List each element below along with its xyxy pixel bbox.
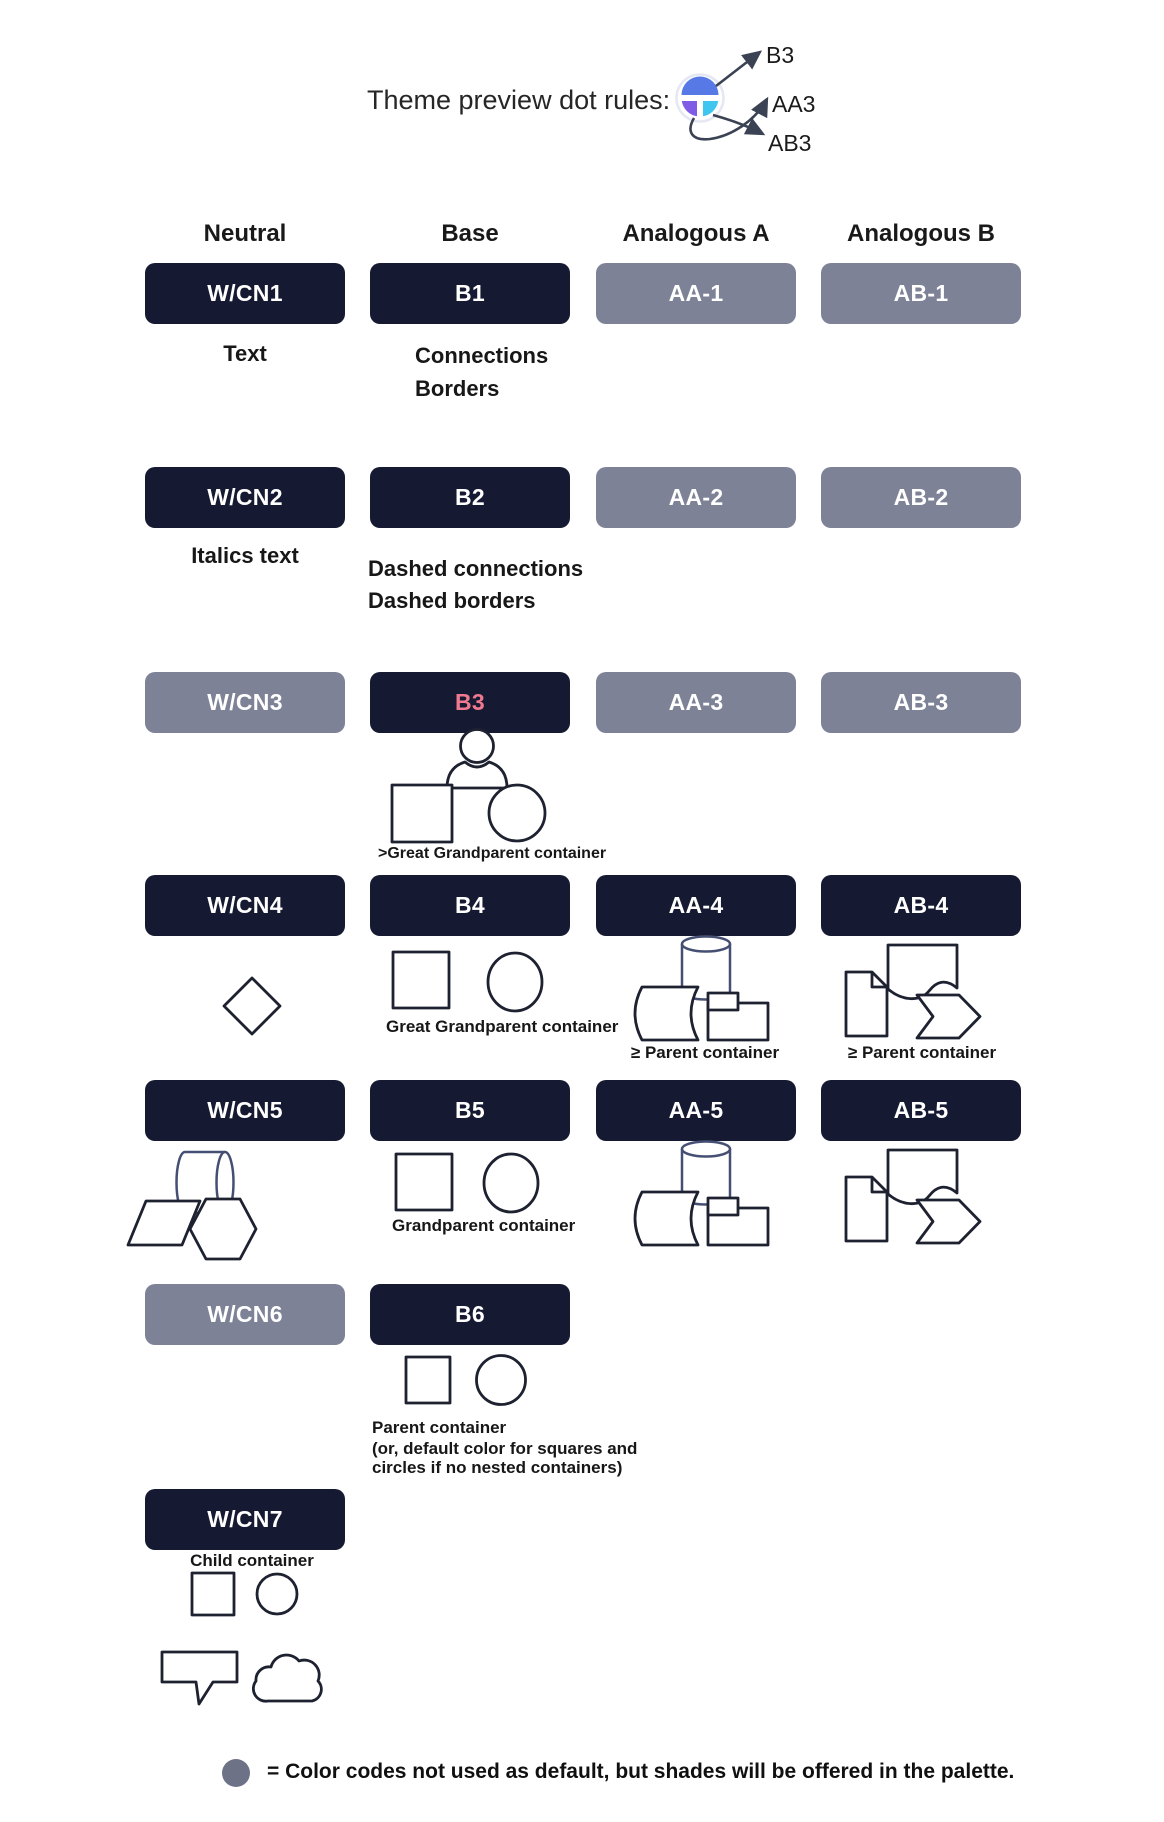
wavy-document-shape (888, 1150, 957, 1204)
dot-label-aa3: AA3 (772, 91, 816, 117)
circle-shape (489, 785, 545, 841)
circle-shape (257, 1574, 297, 1614)
column-header-analogous-a: Analogous A (622, 220, 770, 247)
stored-data-shape (635, 1192, 698, 1245)
square-shape (192, 1573, 234, 1615)
document-shape (846, 1177, 887, 1241)
aa5-shape-group (628, 1135, 778, 1250)
dot-label-b3: B3 (766, 42, 795, 68)
chevron-shape (917, 1200, 980, 1243)
cylinder-top (682, 1142, 730, 1157)
swatch-b4: B4 (370, 875, 570, 936)
cloud-shape (253, 1655, 321, 1701)
dot-label-ab3: AB3 (768, 130, 812, 156)
folder-shape-tab (708, 993, 738, 1010)
ab4-shape-group (838, 928, 988, 1043)
hexagon-shape (190, 1199, 256, 1259)
column-header-neutral: Neutral (203, 220, 287, 247)
swatch-ab1: AB-1 (821, 263, 1021, 324)
swatch-wcn6: W/CN6 (145, 1284, 345, 1345)
caption-wcn2: Italics text (191, 543, 299, 568)
circle-shape (484, 1154, 538, 1212)
column-header-analogous-b: Analogous B (847, 220, 995, 247)
wcn7-speech-cloud-group (150, 1640, 340, 1715)
diamond-shape (224, 978, 280, 1034)
legend-dot-icon (222, 1759, 250, 1787)
person-head (461, 730, 494, 763)
caption-b5: Grandparent container (392, 1216, 576, 1235)
circle-shape (477, 1356, 526, 1405)
swatch-wcn4: W/CN4 (145, 875, 345, 936)
swatch-ab2: AB-2 (821, 467, 1021, 528)
square-shape (392, 785, 452, 842)
speech-bubble-shape (162, 1652, 237, 1704)
stored-data-shape (635, 987, 698, 1040)
caption-b1-line2: Borders (415, 376, 500, 401)
person-icon (447, 762, 507, 788)
wcn4-shape-group (221, 975, 283, 1037)
swatch-wcn2: W/CN2 (145, 467, 345, 528)
wcn5-shape-group (122, 1140, 267, 1265)
b4-shape-group (390, 946, 555, 1026)
square-shape (406, 1357, 450, 1403)
swatch-ab3: AB-3 (821, 672, 1021, 733)
swatch-wcn1: W/CN1 (145, 263, 345, 324)
swatch-b3: B3 (370, 672, 570, 733)
legend-text: = Color codes not used as default, but shades will be offered in the palette. (267, 1760, 1015, 1783)
caption-b1-line1: Connections (415, 343, 549, 368)
swatch-ab4: AB-4 (821, 875, 1021, 936)
arrow-to-ab3 (713, 115, 763, 134)
swatch-wcn5: W/CN5 (145, 1080, 345, 1141)
swatch-aa2: AA-2 (596, 467, 796, 528)
swatch-ab5: AB-5 (821, 1080, 1021, 1141)
caption-b6-line2: (or, default color for squares and (372, 1439, 638, 1458)
caption-b2-line1: Dashed connections (368, 556, 584, 581)
swatch-wcn3: W/CN3 (145, 672, 345, 733)
document-shape (846, 972, 887, 1036)
parallelogram-shape (128, 1201, 200, 1245)
column-header-base: Base (441, 220, 499, 247)
swatch-b5: B5 (370, 1080, 570, 1141)
chevron-shape (917, 995, 980, 1038)
wavy-document-shape (888, 945, 957, 999)
swatch-aa5: AA-5 (596, 1080, 796, 1141)
aa4-shape-group (628, 930, 778, 1045)
square-shape (393, 952, 449, 1008)
cylinder-top (682, 937, 730, 952)
caption-wcn1: Text (223, 341, 267, 366)
swatch-aa3: AA-3 (596, 672, 796, 733)
swatch-b1: B1 (370, 263, 570, 324)
b6-shape-group (398, 1352, 533, 1410)
swatch-aa4: AA-4 (596, 875, 796, 936)
arrow-to-b3 (716, 52, 760, 86)
swatch-aa1: AA-1 (596, 263, 796, 324)
caption-aa4: ≥ Parent container (630, 1043, 780, 1062)
wcn7-square-circle-group (186, 1566, 301, 1618)
swatch-b6: B6 (370, 1284, 570, 1345)
b3-shape-group (385, 722, 550, 847)
caption-b2-line2: Dashed borders (368, 588, 536, 613)
caption-wcn7: Child container (190, 1551, 314, 1570)
circle-shape (488, 953, 542, 1011)
caption-ab4: ≥ Parent container (847, 1043, 997, 1062)
caption-b6-line3: circles if no nested containers) (372, 1458, 623, 1477)
swatch-b2: B2 (370, 467, 570, 528)
caption-b3: >Great Grandparent container (378, 845, 607, 862)
page-title: Theme preview dot rules: (367, 85, 671, 115)
swatch-wcn7: W/CN7 (145, 1489, 345, 1550)
caption-b6-line1: Parent container (372, 1418, 507, 1437)
folder-shape-tab (708, 1198, 738, 1215)
square-shape (396, 1154, 452, 1210)
caption-b4: Great Grandparent container (386, 1017, 619, 1036)
ab5-shape-group (838, 1133, 988, 1248)
